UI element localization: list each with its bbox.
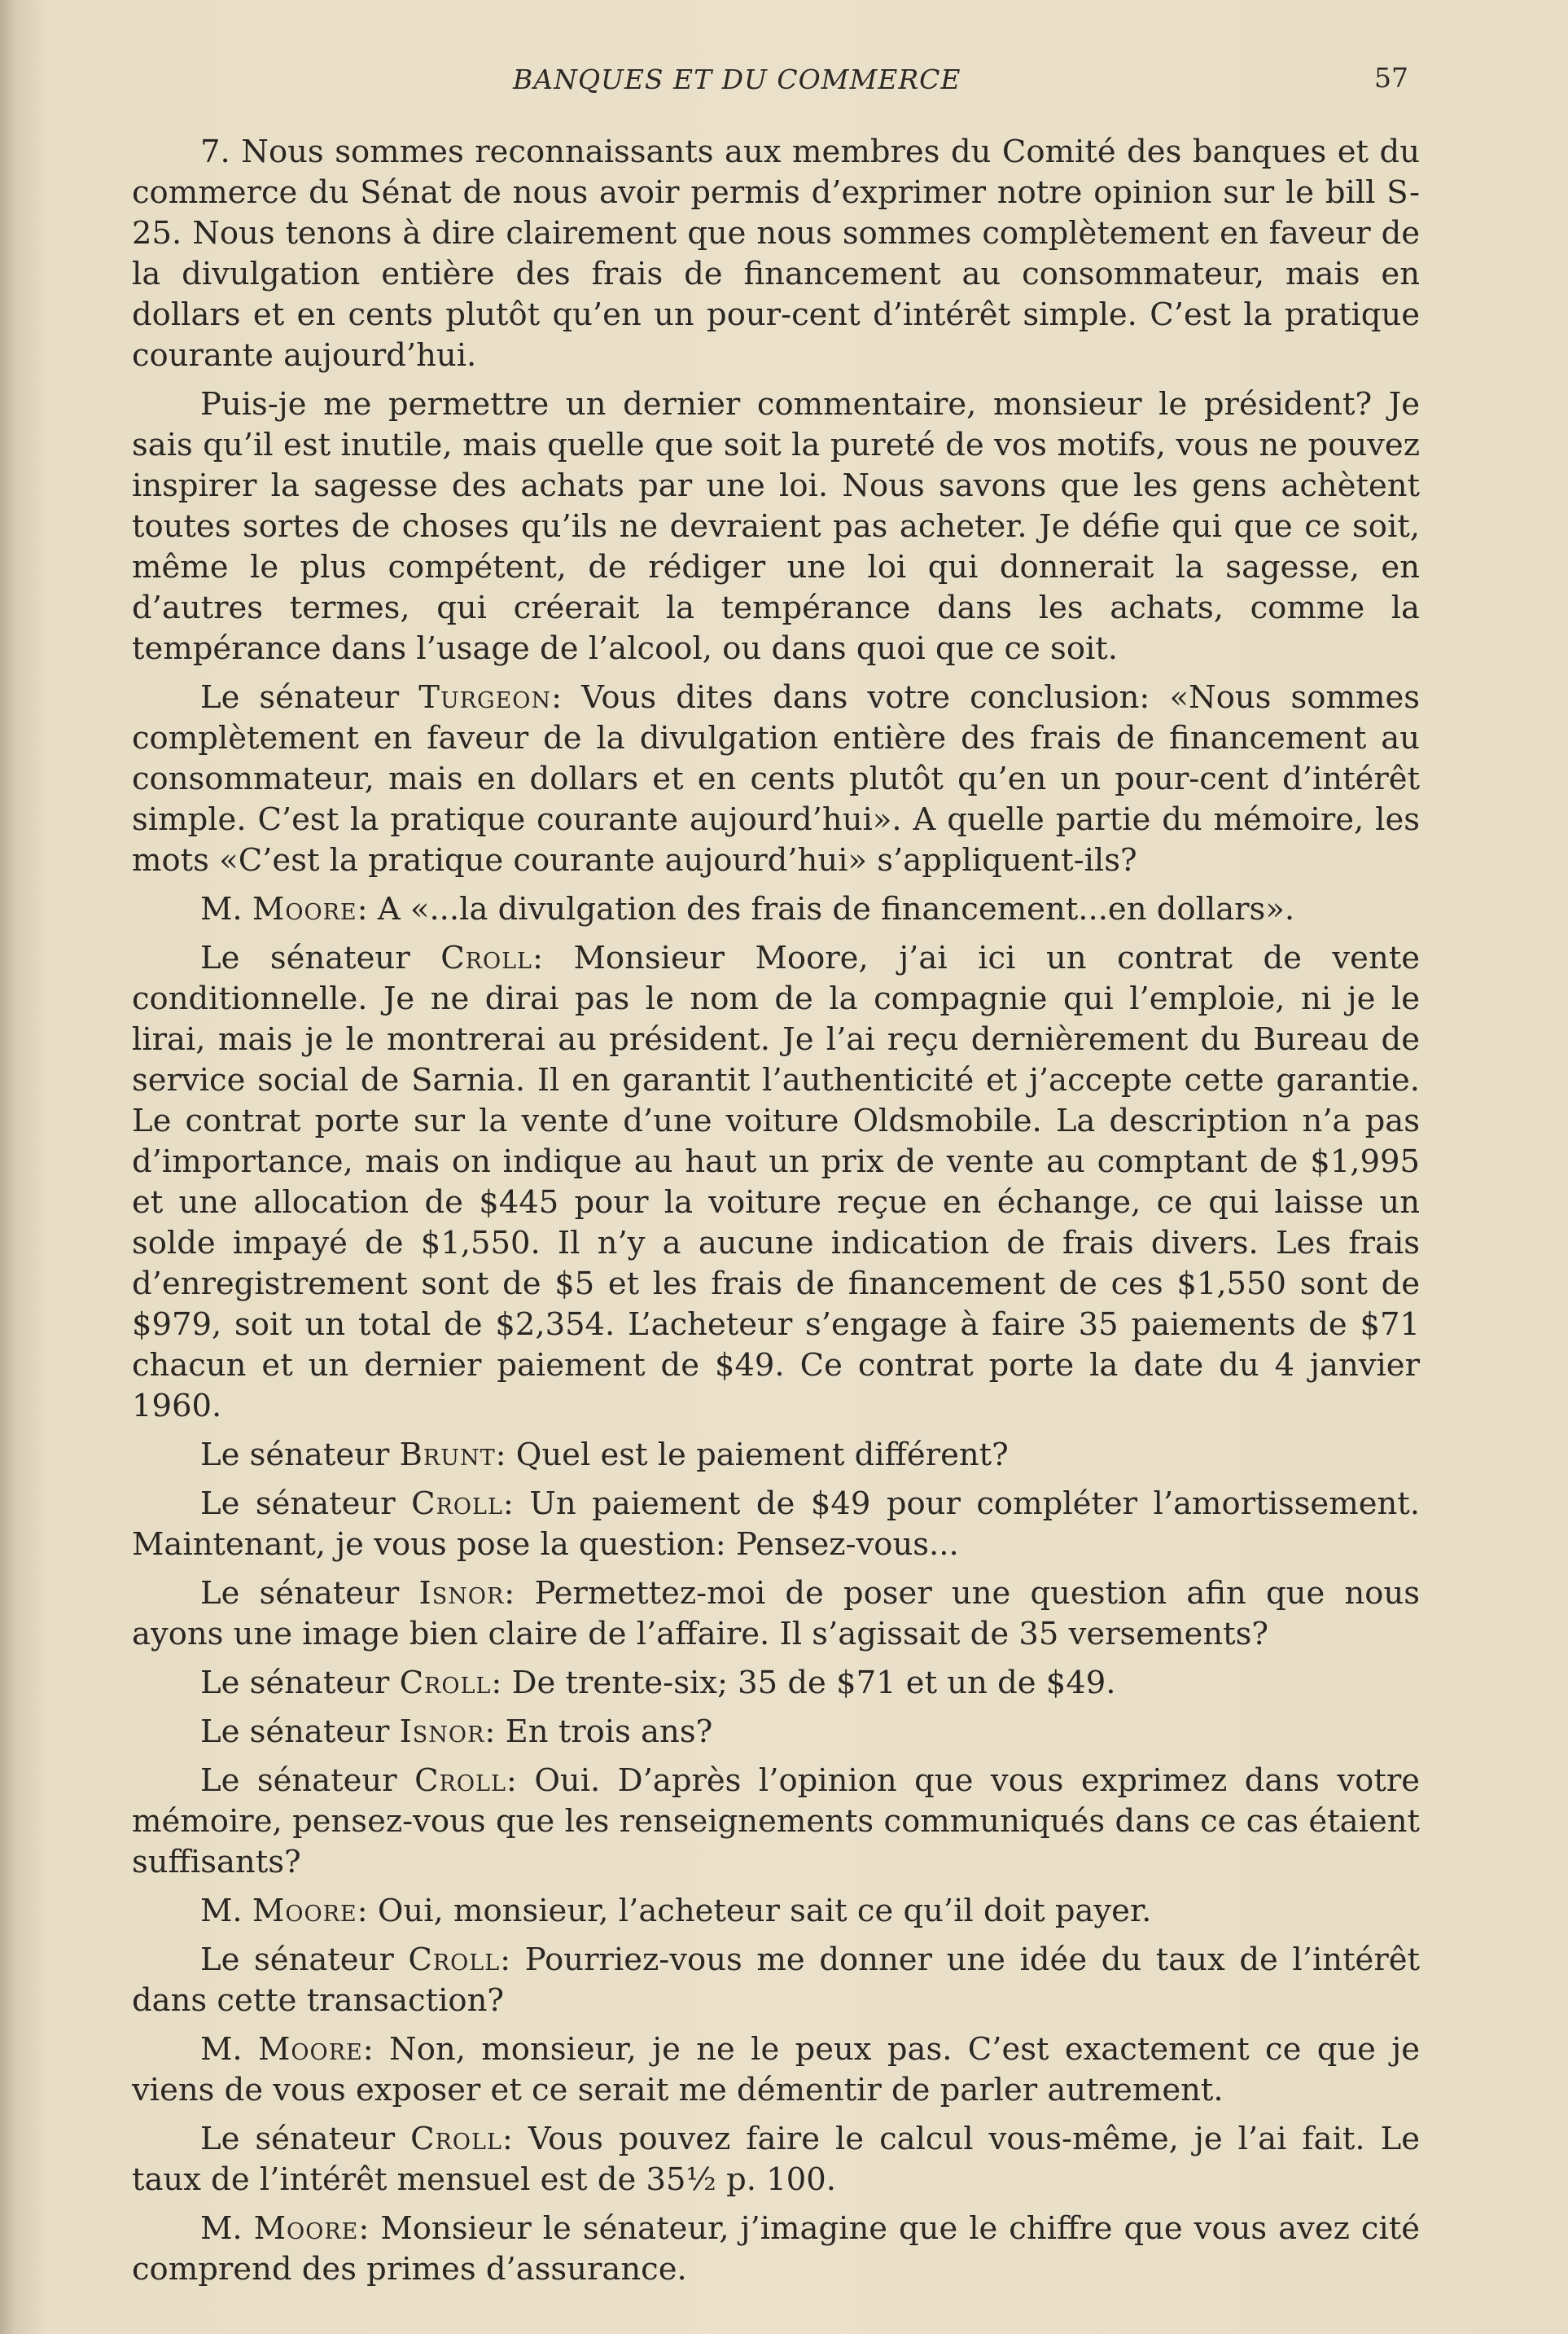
speaker-name: Croll: [411, 1485, 503, 1522]
speaker-name: Isnor: [418, 1575, 505, 1612]
speaker-name: Moore: [252, 891, 357, 928]
speech-text: : Vous dites dans votre conclusion: «Nous sommes complètement en faveur de la divulgation entière des frais de financement au consommateur, mais en dollars et en cents plutôt qu’en un pour-cent d’intérêt simple. C’est la pratique courante aujourd’hui». A quelle partie du mémoire, les mots «C’est la pratique courante aujourd’hui» s’appliquent-ils?: [132, 679, 1421, 879]
speaker-prefix: Le sénateur: [200, 1713, 400, 1750]
speaker-prefix: Le sénateur: [200, 1941, 409, 1978]
dialogue-croll: [132, 2119, 1420, 2200]
running-head: BANQUES ET DU COMMERCE: [513, 64, 961, 95]
paragraph-comment: [132, 384, 1420, 669]
document-body: [132, 132, 1420, 2298]
dialogue-moore: [132, 2209, 1420, 2290]
paragraph-text: Puis-je me permettre un dernier commentaire, monsieur le président? Je sais qu’il est inutile, mais quelle que soit la pureté de vos motifs, vous ne pouvez inspirer la sagesse des achats par une loi. Nous savons que les gens achètent toutes sortes de choses qu’ils ne devraient pas acheter. Je défie qui que ce soit, même le plus compétent, de rédiger une loi qui donnerait la sagesse, en d’autres termes, qui créerait la tempérance dans les achats, comme la tempérance dans l’usage de l’alcool, ou dans quoi que ce soit.: [132, 386, 1420, 667]
dialogue-isnor: [132, 1712, 1420, 1753]
speech-text: : Vous pouvez faire le calcul vous-même, je l’ai fait. Le taux de l’intérêt mensuel est de 35½ p. 100.: [132, 2121, 1420, 2198]
page-number: 57: [1374, 62, 1408, 94]
speech-text: : De trente-six; 35 de $71 et un de $49.: [491, 1665, 1116, 1701]
dialogue-croll: [132, 1761, 1420, 1883]
dialogue-moore: [132, 1891, 1420, 1932]
speaker-prefix: Le sénateur: [200, 1762, 415, 1799]
speaker-prefix: M.: [200, 891, 252, 928]
speaker-name: Croll: [414, 1762, 506, 1799]
speech-text: : Monsieur Moore, j’ai ici un contrat de vente conditionnelle. Je ne dirai pas le nom de la compagnie qui l’emploie, ni je le lirai, mais je le montrerai au président. Je l’ai reçu dernièrement du Bureau de service social de Sarnia. Il en garantit l’authenticité et j’accepte cette garantie. Le contrat porte sur la vente d’une voiture Oldsmobile. La description n’a pas d’importance, mais on indique au haut un prix de vente au comptant de $1,995 et une allocation de $445 pour la voiture reçue en échange, ce qui laisse un solde impayé de $1,550. Il n’y a aucune indication de frais divers. Les frais d’enregistrement sont de $5 et les frais de financement de ces $1,550 sont de $979, soit un total de $2,354. L’acheteur s’engage à faire 35 paiements de $71 chacun et un dernier paiement de $49. Ce contrat porte la date du 4 janvier 1960.: [132, 940, 1421, 1424]
speech-text: : Un paiement de $49 pour compléter l’amortissement. Maintenant, je vous pose la question: Pensez-vous...: [132, 1485, 1421, 1563]
speech-text: : Oui. D’après l’opinion que vous exprimez dans votre mémoire, pensez-vous que les renseignements communiqués dans ce cas étaient suffisants?: [132, 1762, 1421, 1880]
dialogue-moore: [132, 2029, 1420, 2111]
speech-text: : Oui, monsieur, l’acheteur sait ce qu’il doit payer.: [357, 1893, 1152, 1929]
speaker-name: Croll: [408, 1941, 501, 1978]
dialogue-croll: [132, 1940, 1420, 2021]
dialogue-croll: [132, 1484, 1420, 1565]
speech-text: : Permettez-moi de poser une question afin que nous ayons une image bien claire de l’affaire. Il s’agissait de 35 versements?: [132, 1575, 1420, 1652]
speaker-prefix: M.: [200, 2031, 258, 2068]
speaker-prefix: Le sénateur: [200, 679, 419, 716]
speaker-prefix: Le sénateur: [200, 1437, 400, 1473]
speaker-name: Croll: [399, 1665, 492, 1701]
speech-text: : A «...la divulgation des frais de financement...en dollars».: [357, 891, 1295, 928]
speaker-name: Isnor: [399, 1713, 485, 1750]
speech-text: : Monsieur le sénateur, j’imagine que le chiffre que vous avez cité comprend des primes d’assurance.: [132, 2210, 1420, 2288]
dialogue-turgeon: [132, 678, 1420, 881]
speaker-prefix: Le sénateur: [200, 1485, 412, 1522]
speaker-prefix: M.: [200, 2210, 254, 2247]
speaker-prefix: Le sénateur: [200, 1665, 400, 1701]
speaker-prefix: Le sénateur: [200, 1575, 419, 1612]
paragraph-text: 7. Nous sommes reconnaissants aux membres du Comité des banques et du commerce du Sénat de nous avoir permis d’exprimer notre opinion sur le bill S-25. Nous tenons à dire clairement que nous sommes complètement en faveur de la divulgation entière des frais de financement au consommateur, mais en dollars et en cents plutôt qu’en un pour-cent d’intérêt simple. C’est la pratique courante aujourd’hui.: [132, 134, 1420, 374]
speaker-name: Croll: [410, 2121, 502, 2157]
speech-text: : Non, monsieur, je ne le peux pas. C’est exactement ce que je viens de vous exposer et ce serait me démentir de parler autrement.: [132, 2031, 1420, 2108]
speaker-name: Moore: [252, 1893, 357, 1929]
speaker-prefix: M.: [200, 1893, 252, 1929]
speech-text: : En trois ans?: [484, 1713, 713, 1750]
speech-text: : Pourriez-vous me donner une idée du taux de l’intérêt dans cette transaction?: [132, 1941, 1421, 2019]
dialogue-croll: [132, 1663, 1420, 1704]
speaker-name: Brunt: [399, 1437, 496, 1473]
speaker-prefix: Le sénateur: [200, 2121, 411, 2157]
speaker-name: Moore: [253, 2210, 359, 2247]
dialogue-brunt: [132, 1435, 1420, 1476]
dialogue-isnor: [132, 1573, 1420, 1655]
dialogue-croll: [132, 938, 1420, 1427]
speech-text: : Quel est le paiement différent?: [495, 1437, 1009, 1473]
speaker-prefix: Le sénateur: [200, 940, 441, 976]
paragraph-7: [132, 132, 1420, 376]
speaker-name: Turgeon: [418, 679, 552, 716]
speaker-name: Croll: [440, 940, 532, 976]
speaker-name: Moore: [258, 2031, 363, 2068]
dialogue-moore: [132, 889, 1420, 930]
